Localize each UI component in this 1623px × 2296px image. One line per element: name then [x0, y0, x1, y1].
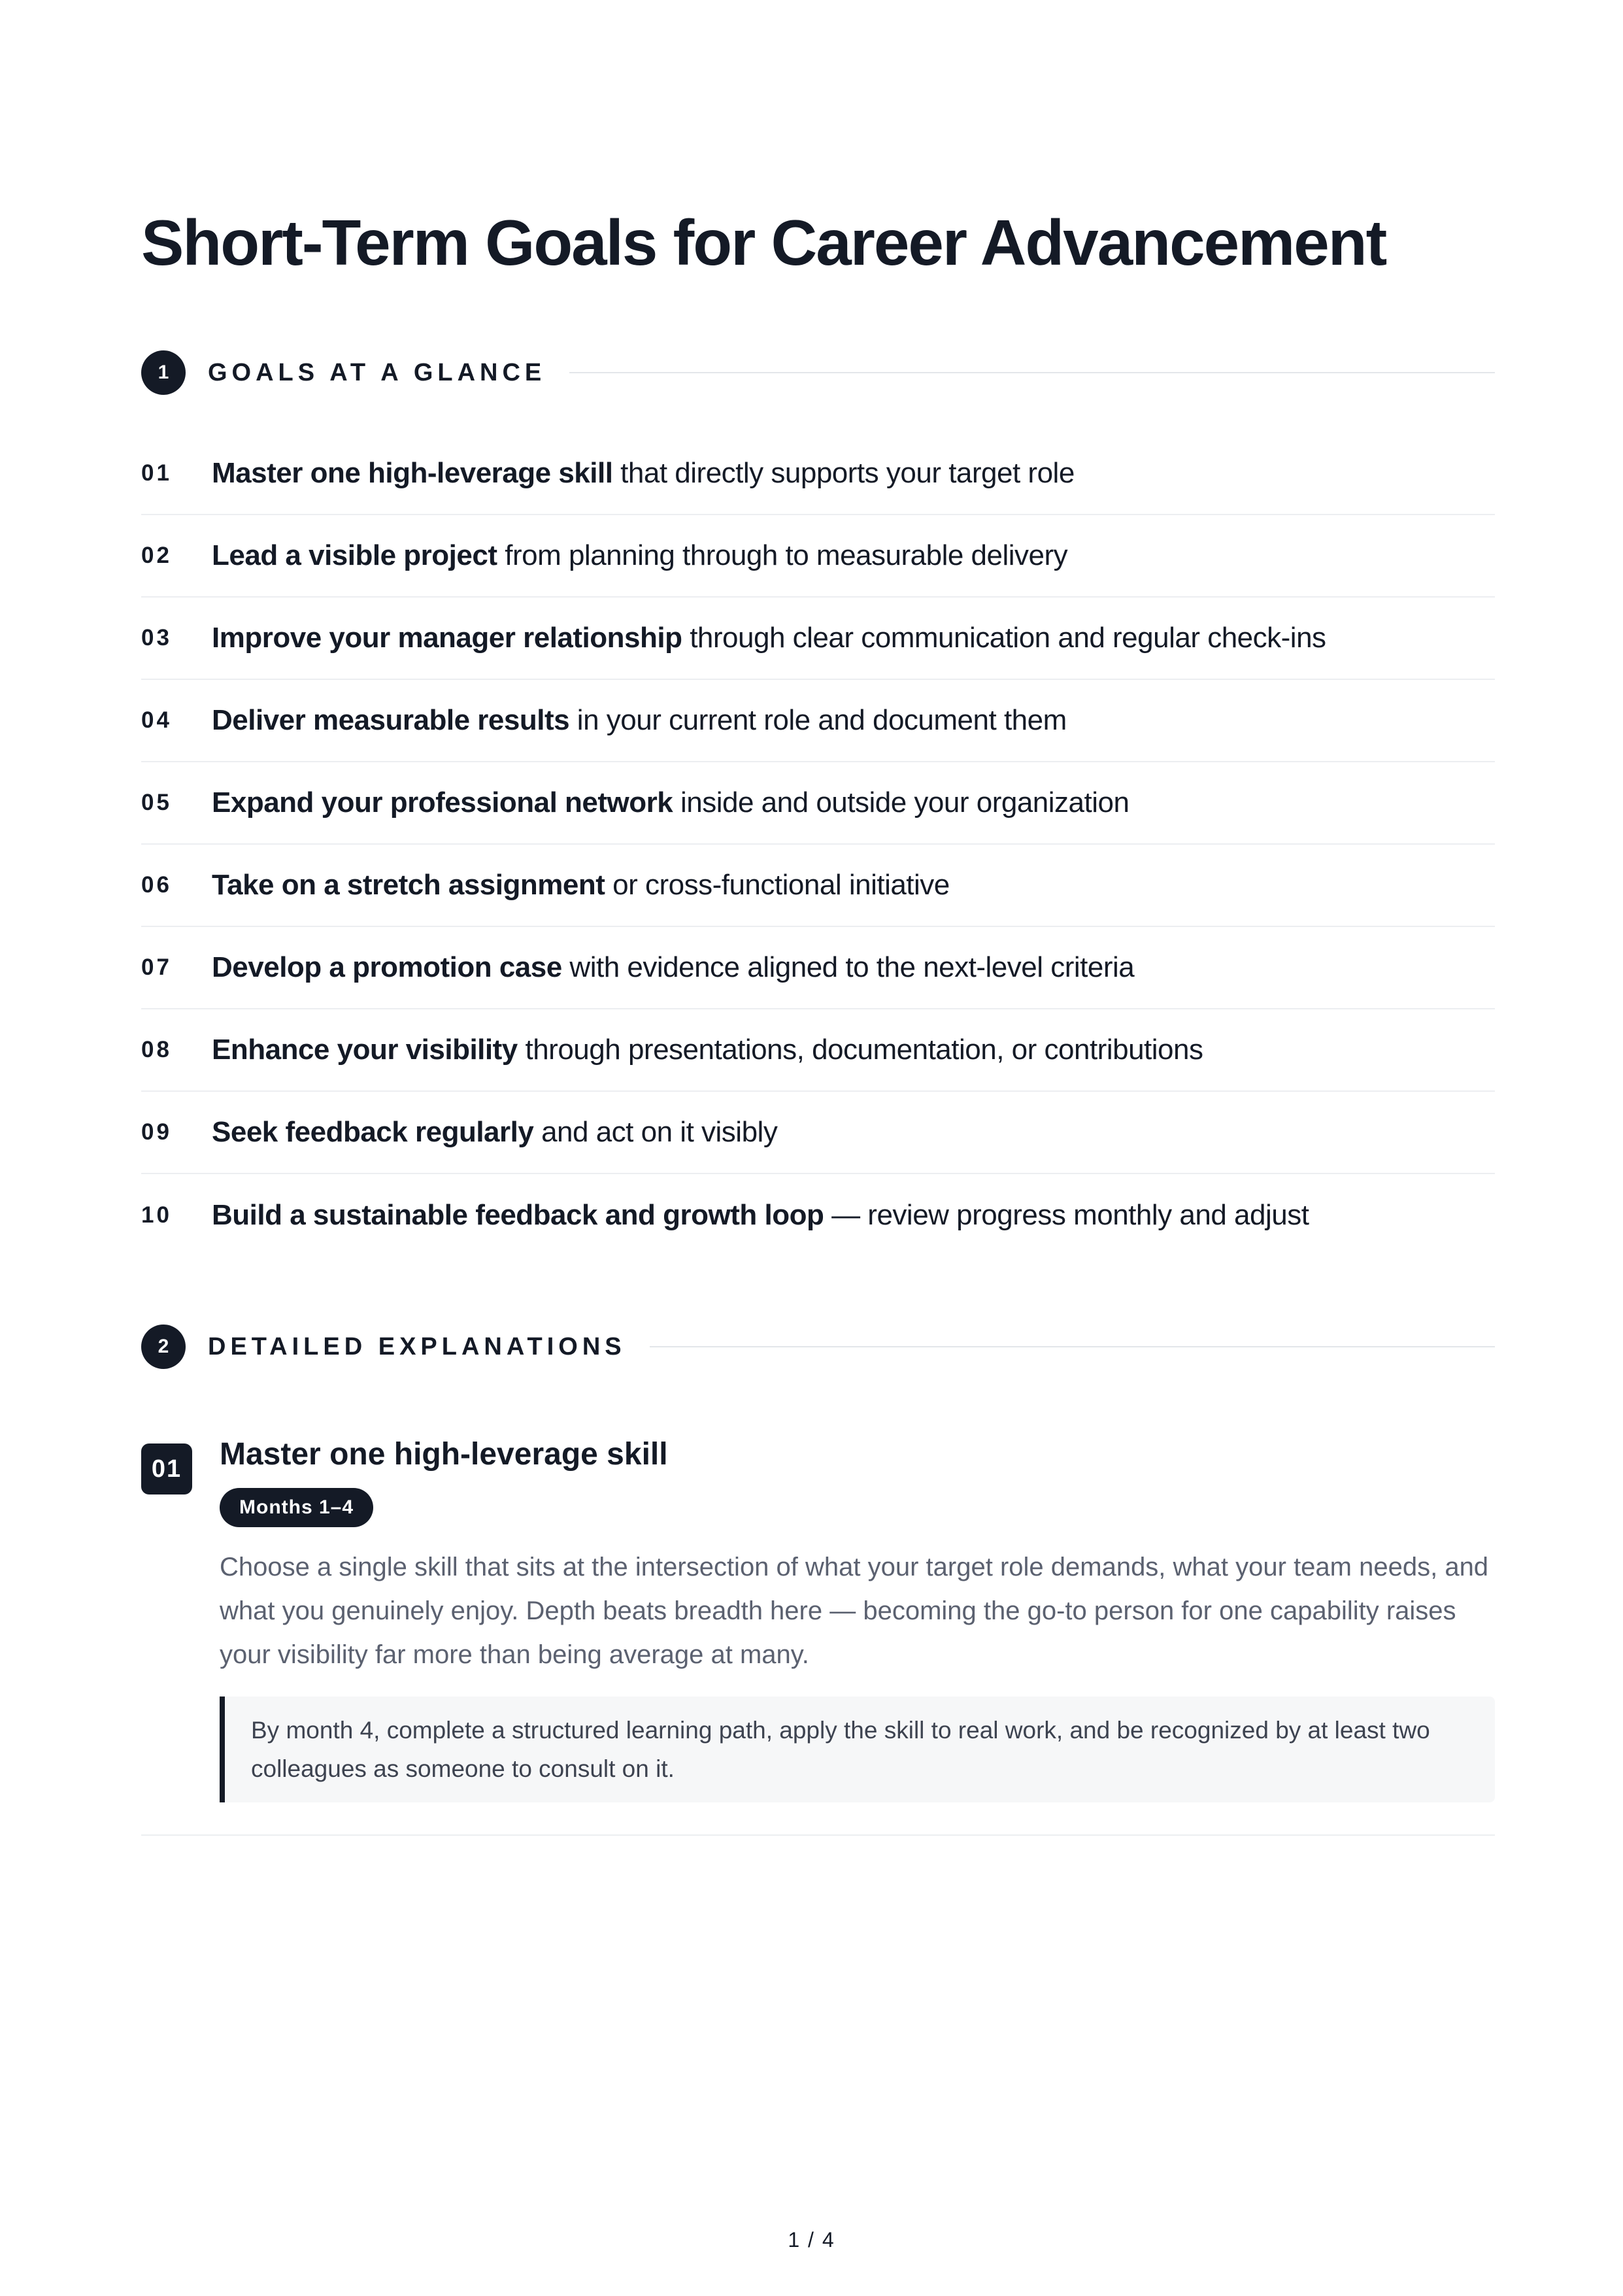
milestone-callout: By month 4, complete a structured learning path, apply the skill to real work, and be recognized by at least two colleagues as someone to consult on it.: [220, 1697, 1495, 1802]
section-divider: [650, 1346, 1495, 1347]
goal-description: or cross-functional initiative: [605, 869, 950, 901]
section-title: GOALS AT A GLANCE: [208, 358, 546, 386]
goal-title: Lead a visible project: [212, 539, 497, 571]
section-divider: [569, 372, 1495, 373]
goal-text: [212, 1034, 1203, 1066]
goal-number: 01: [141, 460, 172, 486]
list-item: [141, 680, 1495, 762]
goal-text: [212, 869, 950, 902]
goal-title: Take on a stretch assignment: [212, 869, 605, 901]
page-number: 1 / 4: [788, 2228, 835, 2252]
goal-description: with evidence aligned to the next-level criteria: [561, 951, 1135, 983]
goal-number: 04: [141, 707, 172, 733]
goal-title: Build a sustainable feedback and growth loop: [212, 1199, 824, 1231]
list-item: [141, 1009, 1495, 1092]
list-item: [141, 1092, 1495, 1174]
list-item: [141, 845, 1495, 927]
goal-description: through clear communication and regular check-ins: [682, 622, 1326, 654]
list-item: [141, 1174, 1495, 1257]
goal-description: through presentations, documentation, or contributions: [517, 1034, 1203, 1066]
list-item: [141, 598, 1495, 680]
goal-text: [212, 786, 1129, 819]
section-title: DETAILED EXPLANATIONS: [208, 1332, 626, 1360]
detail-body: [220, 1436, 1495, 1802]
detail-number-badge: 01: [141, 1443, 192, 1494]
goal-text: [212, 1199, 1309, 1232]
detail-card: [141, 1436, 1495, 1836]
goal-number: 09: [141, 1119, 172, 1145]
list-item: [141, 433, 1495, 515]
section-number-badge: 2: [141, 1325, 186, 1369]
goal-number: 05: [141, 790, 172, 815]
goal-text: [212, 704, 1067, 737]
goal-title: Improve your manager relationship: [212, 622, 682, 654]
list-item: [141, 927, 1495, 1009]
goal-text: [212, 539, 1067, 572]
goal-title: Enhance your visibility: [212, 1034, 518, 1066]
goal-number: 02: [141, 543, 172, 568]
goal-description: inside and outside your organization: [673, 786, 1129, 819]
detail-title: Master one high-leverage skill: [220, 1437, 668, 1472]
section-header-goals-at-a-glance: [141, 350, 1495, 395]
goal-number: 10: [141, 1202, 172, 1228]
timeframe-badge: Months 1–4: [220, 1488, 373, 1527]
section-number-badge: 1: [141, 350, 186, 395]
detail-description: Choose a single skill that sits at the intersection of what your target role demands, what your team needs, and what you genuinely enjoy. Depth beats breadth here — becoming the go-to person for one capability raises your visibility far more than being average at many.: [220, 1552, 1489, 1669]
goal-number: 08: [141, 1037, 172, 1062]
goal-number: 07: [141, 954, 172, 980]
goal-description: that directly supports your target role: [612, 457, 1075, 489]
goal-text: [212, 1116, 777, 1149]
page-title: Short-Term Goals for Career Advancement: [141, 207, 1386, 279]
section-header-detailed-explanations: [141, 1325, 1495, 1369]
goal-number: 06: [141, 872, 172, 898]
goal-text: [212, 951, 1134, 984]
goal-title: Seek feedback regularly: [212, 1116, 534, 1148]
list-item: [141, 515, 1495, 598]
goal-title: Deliver measurable results: [212, 704, 570, 736]
goal-title: Master one high-leverage skill: [212, 457, 613, 489]
goal-number: 03: [141, 625, 172, 650]
goal-description: from planning through to measurable delivery: [497, 539, 1068, 571]
list-item: [141, 762, 1495, 845]
goal-description: — review progress monthly and adjust: [824, 1199, 1309, 1231]
goals-list: [141, 433, 1495, 1257]
goal-description: in your current role and document them: [569, 704, 1067, 736]
goal-title: Expand your professional network: [212, 786, 673, 819]
goal-text: [212, 457, 1075, 490]
goal-title: Develop a promotion case: [212, 951, 562, 983]
goal-text: [212, 622, 1326, 654]
goal-description: and act on it visibly: [533, 1116, 778, 1148]
